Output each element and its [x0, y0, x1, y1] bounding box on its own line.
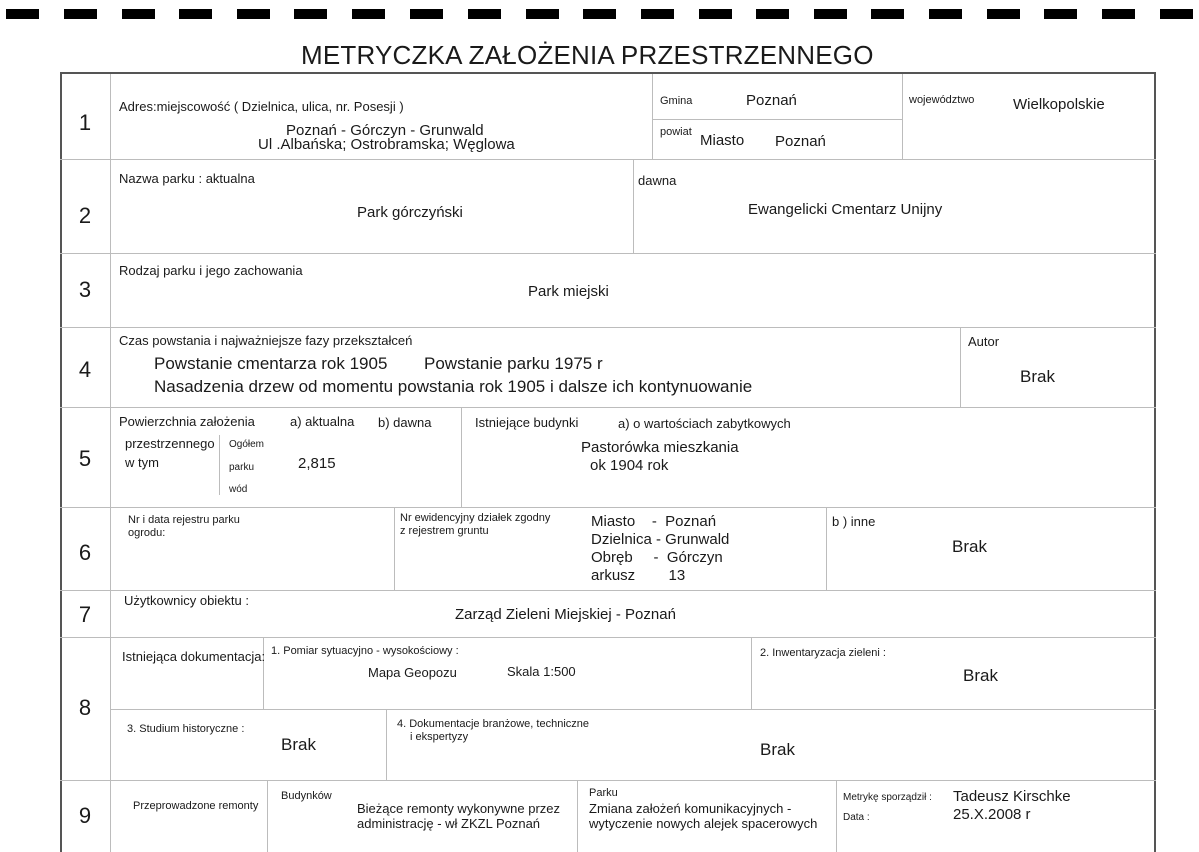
park-repairs-value-2: wytyczenie nowych alejek spacerowych: [589, 816, 818, 831]
creation-time-label: Czas powstania i najważniejsze fazy przekształceń: [119, 333, 413, 348]
other-value: Brak: [952, 537, 987, 556]
survey-map-value: Mapa Geopozu: [368, 665, 457, 680]
users-value: Zarząd Zieleni Miejskiej - Poznań: [455, 606, 676, 623]
address-line-1: Poznań - Górczyn - Grunwald: [286, 122, 484, 139]
border-dash: [526, 9, 559, 19]
area-former-label: b) dawna: [378, 415, 432, 430]
evidence-value-2: Dzielnica - Grunwald: [591, 531, 730, 548]
row-number-6: 6: [78, 540, 92, 565]
park-repairs-label: Parku: [589, 787, 618, 799]
register-label-1: Nr i data rejestru parku: [128, 514, 240, 526]
date-label: Data :: [843, 812, 870, 823]
evidence-label-2: z rejestrem gruntu: [400, 525, 489, 537]
area-label: Powierzchnia założenia: [119, 414, 255, 429]
buildings-value-1: Pastorówka mieszkania: [581, 439, 739, 456]
wojewodztwo-label: województwo: [909, 94, 975, 106]
wojewodztwo-value: Wielkopolskie: [1013, 96, 1105, 113]
repairs-label: Przeprowadzone remonty: [133, 800, 259, 812]
former-name-label: dawna: [638, 173, 677, 188]
historical-study-value: Brak: [281, 735, 316, 754]
register-label-2: ogrodu:: [128, 527, 166, 539]
border-dash: [929, 9, 962, 19]
border-dash: [64, 9, 97, 19]
evidence-value-1: Miasto - Poznań: [591, 513, 717, 530]
creation-line-1a: Powstanie cmentarza rok 1905: [154, 354, 388, 373]
park-type-label: Rodzaj parku i jego zachowania: [119, 263, 303, 278]
inventory-value: Brak: [963, 666, 998, 685]
users-label: Użytkownicy obiektu :: [124, 593, 249, 608]
border-dash: [987, 9, 1020, 19]
branch-docs-label-1: 4. Dokumentacje branżowe, techniczne: [397, 718, 589, 730]
author-value: Brak: [1020, 367, 1055, 386]
powiat-value-1: Miasto: [700, 132, 745, 149]
branch-docs-value: Brak: [760, 740, 795, 759]
row-number-1: 1: [78, 110, 92, 135]
border-dash: [179, 9, 212, 19]
park-type-value: Park miejski: [528, 283, 609, 300]
border-dash: [294, 9, 327, 19]
border-dash: [583, 9, 616, 19]
border-dash: [352, 9, 385, 19]
border-dash: [1044, 9, 1077, 19]
powiat-label: powiat: [660, 126, 692, 138]
border-dash: [410, 9, 443, 19]
branch-docs-label-2: i ekspertyzy: [410, 731, 469, 743]
gmina-label: Gmina: [660, 95, 693, 107]
park-repairs-value-1: Zmiana założeń komunikacyjnych -: [589, 801, 792, 816]
area-water-label: wód: [229, 484, 248, 495]
park-name-value: Park górczyński: [357, 204, 463, 221]
row-number-8: 8: [78, 695, 92, 720]
evidence-value-4: arkusz 13: [591, 567, 686, 584]
area-spatial-label: przestrzennego: [125, 436, 215, 451]
border-dash: [756, 9, 789, 19]
address-line-2: Ul .Albańska; Ostrobramska; Węglowa: [258, 136, 515, 153]
author-label: Autor: [968, 334, 1000, 349]
border-dash: [1160, 9, 1193, 19]
border-dash: [1102, 9, 1135, 19]
border-dash: [814, 9, 847, 19]
building-repairs-value-2: administrację - wł ZKZL Poznań: [357, 816, 541, 831]
page-title: METRYCZKA ZAŁOŻENIA PRZESTRZENNEGO: [301, 40, 874, 70]
creation-line-1b: Powstanie parku 1975 r: [424, 354, 603, 373]
border-dash: [641, 9, 674, 19]
border-dash: [871, 9, 904, 19]
address-label: Adres:miejscowość ( Dzielnica, ulica, nr. Posesji ): [119, 99, 404, 114]
border-dash: [122, 9, 155, 19]
survey-label: 1. Pomiar sytuacyjno - wysokościowy :: [271, 645, 459, 657]
park-name-label: Nazwa parku : aktualna: [119, 171, 255, 186]
area-total-label: Ogółem: [229, 439, 265, 450]
creation-line-2: Nasadzenia drzew od momentu powstania rok 1905 i dalsze ich kontynuowanie: [154, 377, 753, 396]
building-repairs-value-1: Bieżące remonty wykonywne przez: [357, 801, 561, 816]
border-dash: [699, 9, 732, 19]
former-name-value: Ewangelicki Cmentarz Unijny: [748, 201, 943, 218]
area-value: 2,815: [298, 455, 336, 472]
building-repairs-label: Budynków: [281, 790, 332, 802]
other-label: b ) inne: [832, 514, 876, 529]
buildings-label: Istniejące budynki: [475, 415, 579, 430]
date-value: 25.X.2008 r: [953, 806, 1031, 823]
gmina-value: Poznań: [746, 92, 797, 109]
area-current-label: a) aktualna: [290, 414, 355, 429]
area-including-label: w tym: [125, 455, 159, 470]
prepared-by-label: Metrykę sporządził :: [843, 792, 932, 803]
row-number-9: 9: [78, 803, 92, 828]
historical-study-label: 3. Studium historyczne :: [127, 723, 245, 735]
powiat-value-2: Poznań: [775, 133, 826, 150]
border-dash: [468, 9, 501, 19]
evidence-value-3: Obręb - Górczyn: [591, 549, 723, 566]
area-park-label: parku: [229, 462, 255, 473]
documentation-label: Istniejąca dokumentacja:: [122, 649, 266, 664]
evidence-label-1: Nr ewidencyjny działek zgodny: [400, 512, 551, 524]
row-number-2: 2: [78, 203, 92, 228]
border-dash: [237, 9, 270, 19]
inventory-label: 2. Inwentaryzacja zieleni :: [760, 647, 886, 659]
survey-scale-value: Skala 1:500: [507, 664, 576, 679]
row-number-4: 4: [78, 357, 92, 382]
row-number-7: 7: [78, 602, 92, 627]
border-dash: [6, 9, 39, 19]
row-number-3: 3: [78, 277, 92, 302]
row-number-5: 5: [78, 446, 92, 471]
buildings-historic-label: a) o wartościach zabytkowych: [618, 416, 791, 431]
prepared-by-value: Tadeusz Kirschke: [953, 788, 1071, 805]
buildings-value-2: ok 1904 rok: [590, 457, 669, 474]
